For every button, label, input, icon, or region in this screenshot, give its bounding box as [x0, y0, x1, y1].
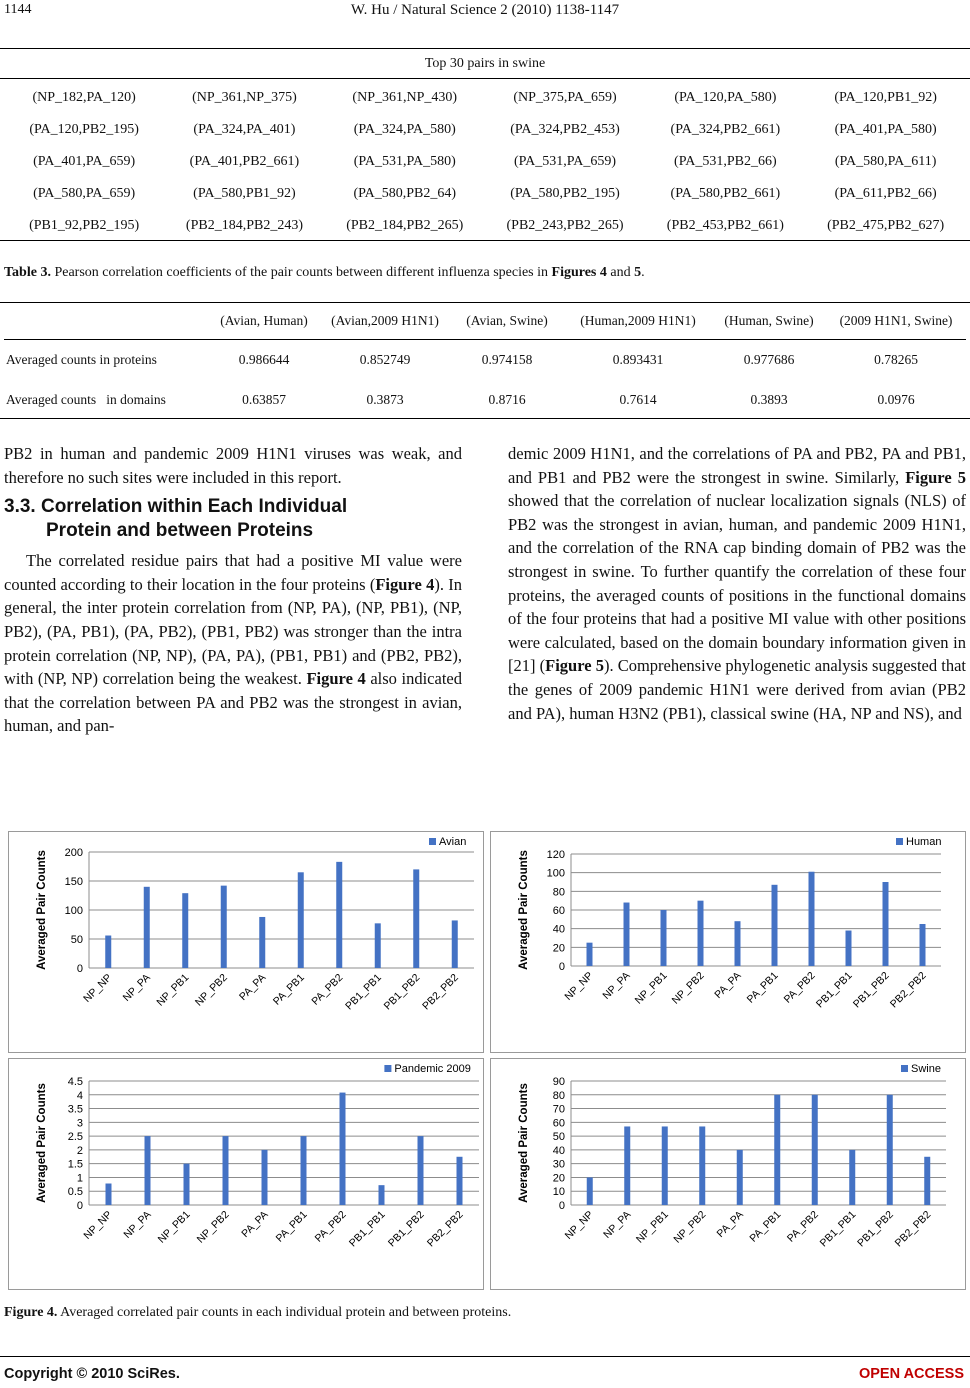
y-axis-label: Averaged Pair Counts — [518, 850, 530, 970]
text-run: ). Comprehensive phylogenetic analysis suggested that the genes of 2009 pandemic H1N1 were derived from avian (PB2 and PA), human H3N2 (PB1), classical swine (HA, NP and NS), and — [508, 656, 966, 723]
page-number: 1144 — [4, 2, 32, 17]
y-tick-label: 3.5 — [67, 1103, 83, 1116]
x-tick-label: PB2_PB2 — [892, 1208, 934, 1250]
table3-bottom-rule — [0, 418, 970, 419]
table-cell: (PA_611,PB2_66) — [834, 186, 937, 201]
table-cell: (PA_580,PA_611) — [834, 154, 937, 169]
text-run: demic 2009 H1N1, and the correlations of PA and PB2, PA and PB1, and PB1 and PB2 were the strongest in swine. Similarly, — [508, 444, 966, 487]
table2-bottom-rule — [0, 240, 970, 241]
x-tick-label: PB1_PB2 — [855, 1208, 896, 1250]
bar — [698, 901, 704, 966]
x-tick-label: PB1_PB1 — [346, 1208, 388, 1250]
table-cell: (PA_401,PB2_661) — [189, 154, 300, 169]
table-cell: (PA_580,PB2_661) — [670, 186, 781, 201]
x-tick-label: NP_NP — [562, 969, 596, 1003]
table-cell: (PA_580,PB2_64) — [353, 186, 457, 201]
chart-avian — [8, 831, 484, 1053]
bar — [735, 921, 741, 966]
figure-ref: Figure 4 — [375, 574, 435, 594]
y-tick-label: 3 — [76, 1117, 83, 1130]
running-head: W. Hu / Natural Science 2 (2010) 1138-1147 — [350, 2, 620, 18]
bar — [418, 1136, 424, 1205]
chart-svg — [9, 832, 483, 1052]
bar — [699, 1126, 705, 1205]
bar — [587, 943, 593, 966]
table2-caption-rule — [0, 78, 970, 79]
table-cell: 0.3873 — [366, 392, 404, 407]
y-tick-label: 2.5 — [67, 1131, 83, 1144]
table-cell: (PA_120,PA_580) — [674, 90, 777, 105]
legend-label: Avian — [439, 836, 467, 848]
table-cell: (PB1_92,PB2_195) — [29, 218, 140, 233]
y-tick-label: 2 — [76, 1144, 83, 1157]
copyright: Copyright © 2010 SciRes. — [4, 1366, 180, 1382]
x-tick-label: NP_PB2 — [194, 1208, 232, 1246]
x-tick-label: PA_PB1 — [270, 971, 307, 1008]
table3-header: (Human, Swine) — [724, 313, 814, 328]
x-tick-label: NP_PB2 — [192, 971, 230, 1009]
legend-label: Swine — [911, 1063, 941, 1075]
y-tick-label: 1 — [76, 1172, 83, 1185]
x-tick-label: NP_PB1 — [155, 1208, 193, 1246]
bar — [624, 903, 630, 966]
y-tick-label: 4.5 — [67, 1076, 83, 1088]
table3-header: (Avian,2009 H1N1) — [331, 313, 439, 328]
y-tick-label: 20 — [552, 942, 565, 955]
paragraph — [508, 442, 966, 725]
x-tick-label: PB1_PB1 — [817, 1208, 859, 1250]
table-cell: 0.3893 — [750, 392, 788, 407]
x-tick-label: NP_PA — [601, 1208, 634, 1241]
bar — [920, 924, 926, 966]
table-cell: (PA_324,PB2_661) — [670, 122, 781, 137]
x-tick-label: NP_PB2 — [671, 1208, 709, 1246]
bar — [587, 1177, 593, 1205]
y-tick-label: 40 — [552, 923, 565, 936]
table3-header: (Avian, Human) — [220, 313, 308, 328]
y-tick-label: 0 — [76, 1200, 83, 1212]
bar — [259, 917, 265, 968]
table-cell: (PA_580,PA_659) — [33, 186, 136, 201]
table-cell: 0.8716 — [488, 392, 526, 407]
table3-row-label: Averaged counts in domains — [6, 392, 166, 407]
legend — [384, 1063, 470, 1075]
table-cell: (PA_324,PB2_453) — [510, 122, 620, 137]
y-tick-label: 0.5 — [67, 1186, 83, 1199]
x-tick-label: PA_PA — [239, 1208, 271, 1240]
x-tick-label: PA_PB1 — [744, 969, 781, 1006]
bar — [624, 1126, 630, 1205]
x-tick-label: PB1_PB2 — [385, 1208, 427, 1250]
table-cell: 0.852749 — [359, 352, 411, 367]
table-cell: (PB2_184,PB2_265) — [346, 218, 464, 233]
table-cell: 0.78265 — [874, 352, 918, 367]
x-tick-label: PB1_PB2 — [381, 971, 423, 1013]
figure4-label: Figure 4. — [4, 1305, 58, 1320]
y-tick-label: 50 — [552, 1131, 565, 1144]
bar — [887, 1095, 893, 1205]
table-row — [4, 210, 966, 242]
legend — [901, 1063, 941, 1075]
y-tick-label: 0 — [76, 963, 83, 975]
table-cell: 0.0976 — [877, 392, 915, 407]
table3-header-row — [4, 303, 966, 339]
y-tick-label: 0 — [558, 961, 565, 973]
legend-swatch — [384, 1065, 391, 1072]
y-tick-label: 120 — [546, 849, 565, 861]
paragraph: PB2 in human and pandemic 2009 H1N1 viruses was weak, and therefore no such sites were included in this report. — [4, 444, 462, 487]
table3-label: Table 3. — [4, 265, 51, 280]
table3-row-label: Averaged counts in proteins — [6, 352, 157, 367]
bar — [662, 1126, 668, 1205]
y-tick-label: 4 — [76, 1089, 83, 1102]
y-tick-label: 30 — [552, 1158, 565, 1171]
table-cell: 0.893431 — [612, 352, 664, 367]
x-tick-label: PB2_PB2 — [420, 971, 461, 1013]
figure4-caption — [4, 1305, 511, 1321]
table-row — [4, 178, 966, 210]
bar — [106, 1184, 112, 1205]
right-column — [508, 442, 966, 725]
bar — [144, 887, 150, 968]
table-cell: 0.7614 — [619, 392, 657, 407]
x-tick-label: NP_PA — [120, 971, 153, 1004]
figure-ref: Figure 5 — [545, 656, 604, 676]
table3-title — [4, 265, 645, 281]
left-column — [4, 442, 462, 738]
bar — [846, 931, 852, 966]
text-run: ). In general, the inter protein correlation from (NP, PA), (NP, PB1), (NP, PB2), (PA, PB1), (PA, PB2), (PB1, PB2) was stronger than the intra protein correlation (NP, NP), (PA, PA), (PB1, PB1) and (PB2, PB2), with (NP, NP) correlation being the weakest. — [4, 574, 462, 689]
y-tick-label: 40 — [552, 1144, 565, 1157]
chart-human — [490, 831, 966, 1053]
section-heading — [4, 495, 462, 543]
legend-swatch — [429, 838, 436, 845]
table3-title-text: Pearson correlation coefficients of the pair counts between different influenza species in — [50, 265, 552, 280]
y-tick-label: 90 — [552, 1076, 565, 1088]
bar — [182, 893, 188, 968]
x-tick-label: PA_PA — [712, 969, 744, 1001]
table3-title-end: . — [641, 265, 645, 280]
table3-header: (Human,2009 H1N1) — [580, 313, 696, 328]
x-tick-label: NP_PA — [600, 969, 633, 1002]
x-tick-label: PA_PB2 — [309, 971, 346, 1008]
legend-label: Pandemic 2009 — [394, 1063, 471, 1075]
legend-label: Human — [906, 836, 942, 848]
table-cell: (PA_120,PB2_195) — [29, 122, 139, 137]
y-tick-label: 20 — [552, 1172, 565, 1185]
table3-title-and: and — [606, 265, 635, 280]
x-tick-label: NP_PA — [121, 1208, 154, 1241]
y-tick-label: 60 — [552, 1117, 565, 1130]
text-run: showed that the correlation of nuclear localization signals (NLS) of PB2 was the strongest in avian, human, and pandemic 2009 H1N1, and the correlation of the RNA cap binding domain of PB2 was the strongest in swine. To further quantify the correlation of these four proteins, the averaged counts of positions in the functional domains of the four proteins that had a positive MI value with other positions were calculated, based on the domain boundary information given in [21] ( — [508, 491, 966, 676]
table2-top-rule — [0, 48, 970, 49]
table-cell: (PB2_475,PB2_627) — [827, 218, 945, 233]
figure4-caption-text: Averaged correlated pair counts in each individual protein and between proteins. — [57, 1305, 512, 1320]
table-cell: (NP_182,PA_120) — [32, 90, 136, 105]
table3-fig4-ref: Figures 4 — [551, 265, 607, 280]
x-tick-label: PB2_PB2 — [424, 1208, 466, 1250]
x-tick-label: PB2_PB2 — [887, 969, 929, 1011]
table3-header: (Avian, Swine) — [466, 313, 548, 328]
bar — [772, 885, 778, 966]
x-tick-label: NP_PB1 — [154, 971, 192, 1009]
y-axis-label: Averaged Pair Counts — [36, 850, 48, 970]
figure-ref: Figure 4 — [306, 669, 366, 689]
table-cell: (PA_580,PB1_92) — [193, 186, 296, 201]
y-tick-label: 200 — [64, 847, 83, 859]
y-tick-label: 50 — [70, 934, 83, 946]
paragraph — [4, 549, 462, 738]
table-cell: (NP_375,PA_659) — [513, 90, 617, 105]
legend-swatch — [896, 838, 903, 845]
y-tick-label: 70 — [552, 1103, 565, 1116]
chart-svg — [491, 832, 965, 1052]
table-cell: (PB2_453,PB2_661) — [666, 218, 784, 233]
x-tick-label: PA_PA — [714, 1208, 746, 1240]
table3 — [4, 303, 966, 420]
y-tick-label: 80 — [552, 886, 565, 899]
bar — [336, 862, 342, 968]
chart-pandemic-2009 — [8, 1058, 484, 1290]
x-tick-label: PB1_PB1 — [813, 969, 855, 1011]
table-cell: (NP_361,NP_375) — [192, 90, 297, 105]
x-tick-label: NP_PB1 — [632, 969, 670, 1007]
bar — [661, 910, 667, 966]
bar — [812, 1095, 818, 1205]
table-cell: (PB2_184,PB2_243) — [185, 218, 303, 233]
bar — [145, 1136, 151, 1205]
bar — [849, 1150, 855, 1205]
legend-swatch — [901, 1065, 908, 1072]
table-cell: (PA_120,PB1_92) — [834, 90, 937, 105]
y-tick-label: 10 — [552, 1186, 565, 1199]
x-tick-label: PA_PB2 — [312, 1208, 349, 1245]
table-cell: (PA_401,PA_659) — [33, 154, 136, 169]
table3-fig5-ref: 5 — [634, 265, 642, 280]
bar — [774, 1095, 780, 1205]
figure-ref: Figure 5 — [905, 467, 966, 487]
bar — [221, 886, 227, 968]
x-tick-label: PB1_PB2 — [850, 969, 892, 1011]
table-row — [4, 380, 966, 420]
y-tick-label: 0 — [558, 1200, 565, 1212]
chart-svg — [9, 1059, 483, 1289]
text-run: also indicated that the correlation between PA and PB2 was the strongest in avian, human, and pan- — [4, 669, 462, 736]
table-cell: 0.977686 — [743, 352, 795, 367]
open-access: OPEN ACCESS — [858, 1366, 964, 1382]
table-cell: (PB2_243,PB2_265) — [506, 218, 624, 233]
table2-caption: Top 30 pairs in swine — [424, 56, 546, 71]
table-cell: 0.63857 — [242, 392, 286, 407]
x-tick-label: PA_PB1 — [747, 1208, 784, 1245]
table-row — [4, 82, 966, 114]
x-tick-label: NP_PB2 — [669, 969, 707, 1007]
bar — [883, 882, 889, 966]
y-tick-label: 100 — [64, 905, 83, 917]
table2-body — [4, 82, 966, 242]
legend — [896, 836, 941, 848]
table-cell: (PA_580,PB2_195) — [510, 186, 620, 201]
y-tick-label: 60 — [552, 905, 565, 917]
y-tick-label: 1.5 — [67, 1158, 83, 1171]
table-cell: 0.986644 — [238, 352, 290, 367]
text-run: The correlated residue pairs that had a positive MI value were counted according to their location in the four proteins ( — [4, 551, 462, 594]
chart-swine — [490, 1058, 966, 1290]
y-tick-label: 100 — [546, 867, 565, 880]
legend — [429, 836, 466, 848]
table-cell: (PA_531,PB2_66) — [674, 154, 777, 169]
bar — [379, 1185, 385, 1205]
y-tick-label: 80 — [552, 1089, 565, 1102]
bar — [301, 1136, 307, 1205]
x-tick-label: NP_NP — [562, 1208, 596, 1242]
x-tick-label: PA_PA — [237, 971, 269, 1003]
y-axis-label: Averaged Pair Counts — [518, 1083, 530, 1203]
bar — [223, 1136, 229, 1205]
table-row — [4, 340, 966, 380]
chart-svg — [491, 1059, 965, 1289]
y-axis-label: Averaged Pair Counts — [36, 1083, 48, 1203]
bar — [737, 1150, 743, 1205]
table-cell: (PA_401,PA_580) — [834, 122, 937, 137]
footer-rule — [0, 1356, 970, 1357]
x-tick-label: PA_PB2 — [784, 1208, 821, 1245]
bar — [457, 1157, 463, 1205]
table-row — [4, 146, 966, 178]
bar — [340, 1093, 346, 1205]
x-tick-label: PA_PB1 — [273, 1208, 310, 1245]
table-row — [4, 114, 966, 146]
bar — [809, 872, 815, 966]
bar — [105, 936, 111, 968]
y-tick-label: 150 — [64, 876, 83, 888]
bar — [452, 920, 458, 968]
bar — [413, 869, 419, 968]
x-tick-label: PB1_PB1 — [343, 971, 384, 1013]
table-cell: (PA_324,PA_580) — [353, 122, 456, 137]
table-cell: (PA_531,PA_659) — [514, 154, 617, 169]
bar — [298, 872, 304, 968]
x-tick-label: PA_PB2 — [781, 969, 818, 1006]
bar — [375, 923, 381, 968]
section-heading-line1: 3.3. Correlation within Each Individual — [4, 496, 348, 518]
section-heading-line2: Protein and between Proteins — [46, 520, 314, 542]
bar — [262, 1150, 268, 1205]
bar — [184, 1164, 190, 1205]
table-cell: 0.974158 — [481, 352, 533, 367]
x-tick-label: NP_NP — [81, 1208, 115, 1242]
table-cell: (NP_361,NP_430) — [352, 90, 458, 105]
x-tick-label: NP_PB1 — [633, 1208, 671, 1246]
table-cell: (PA_531,PA_580) — [353, 154, 456, 169]
table-cell: (PA_324,PA_401) — [193, 122, 296, 137]
x-tick-label: NP_NP — [81, 971, 115, 1005]
table3-header: (2009 H1N1, Swine) — [839, 313, 953, 328]
bar — [924, 1157, 930, 1205]
